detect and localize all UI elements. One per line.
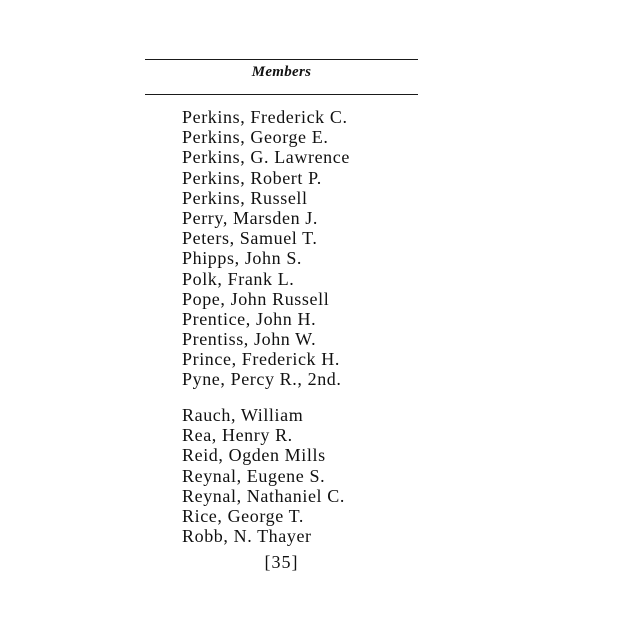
list-item: Rauch, William	[182, 405, 304, 425]
member-list-r	[182, 405, 345, 546]
header-rule-top	[145, 59, 418, 60]
list-item: Reid, Ogden Mills	[182, 445, 326, 466]
list-item: Perkins, George E.	[182, 127, 329, 148]
list-item: Prince, Frederick H.	[182, 349, 340, 370]
list-item: Prentice, John H.	[182, 308, 317, 329]
list-item: Peters, Samuel T.	[182, 228, 318, 249]
list-item: Robb, N. Thayer	[182, 526, 312, 547]
header-rule-bottom	[145, 94, 418, 95]
list-item: Prentiss, John W.	[182, 329, 317, 350]
member-list-p	[182, 107, 350, 390]
list-item: Rea, Henry R.	[182, 425, 293, 446]
list-item: Perkins, Russell	[182, 187, 308, 208]
list-item: Perry, Marsden J.	[182, 207, 319, 228]
list-item: Rice, George T.	[182, 505, 304, 526]
list-item: Phipps, John S.	[182, 248, 303, 269]
list-item: Perkins, Frederick C.	[182, 107, 348, 127]
list-item: Reynal, Eugene S.	[182, 465, 326, 486]
list-item: Reynal, Nathaniel C.	[182, 485, 345, 506]
list-item: Pope, John Russell	[182, 288, 330, 309]
running-header: Members	[251, 64, 312, 80]
list-item: Perkins, G. Lawrence	[182, 147, 350, 168]
list-item: Pyne, Percy R., 2nd.	[182, 369, 342, 390]
page-number: [35]	[264, 552, 299, 572]
list-item: Polk, Frank L.	[182, 268, 295, 289]
list-item: Perkins, Robert P.	[182, 167, 322, 188]
